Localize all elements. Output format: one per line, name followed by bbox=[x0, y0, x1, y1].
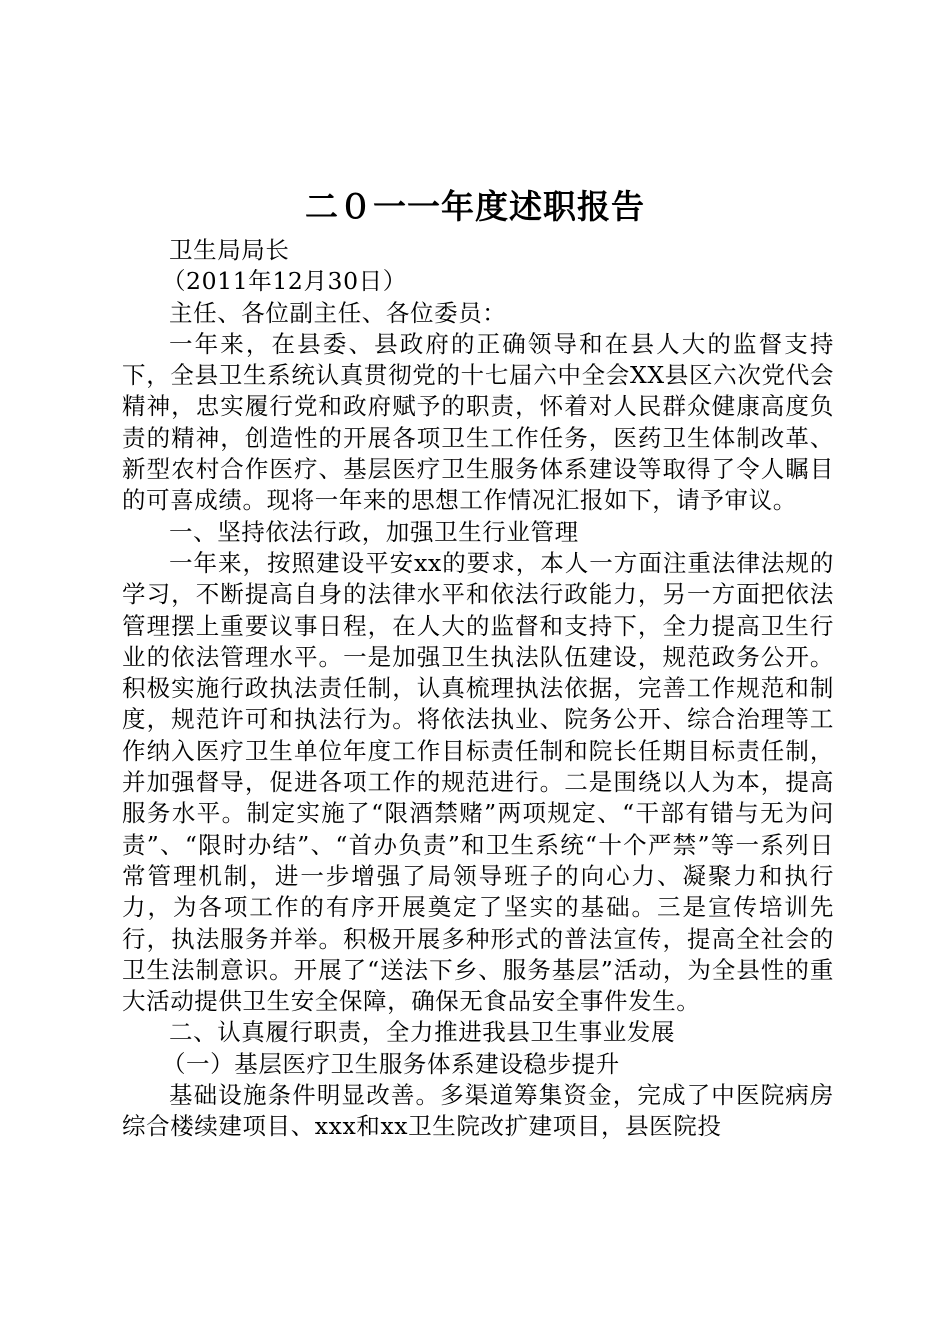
document-body bbox=[122, 235, 834, 1143]
section-heading-2: 二、认真履行职责，全力推进我县卫生事业发展 bbox=[169, 1018, 676, 1047]
date-line: （2011年12月30日） bbox=[161, 267, 407, 296]
document-title: 二０一一年度述职报告 bbox=[305, 187, 645, 226]
salutation: 主任、各位副主任、各位委员： bbox=[169, 298, 507, 327]
subsection-heading: （一）基层医疗卫生服务体系建设稳步提升 bbox=[161, 1049, 620, 1078]
paragraph: 一年来，在县委、县政府的正确领导和在县人大的监督支持下，全县卫生系统认真贯彻党的十七届六中全会XX县区六次党代会精神，忠实履行党和政府赋予的职责，怀着对人民群众健康高度负责的精神，创造性的开展各项卫生工作任务，医药卫生体制改革、新型农村合作医疗、基层医疗卫生服务体系建设等取得了令人瞩目的可喜成绩。现将一年来的思想工作情况汇报如下，请予审议。 bbox=[122, 329, 834, 515]
paragraph: 一年来，按照建设平安xx的要求，本人一方面注重法律法规的学习，不断提高自身的法律水平和依法行政能力，另一方面把依法管理摆上重要议事日程，在人大的监督和支持下，全力提高卫生行业的依法管理水平。一是加强卫生执法队伍建设，规范政务公开。积极实施行政执法责任制，认真梳理执法依据，完善工作规范和制度，规范许可和执法行为。将依法执业、院务公开、综合治理等工作纳入医疗卫生单位年度工作目标责任制和院长任期目标责任制，并加强督导，促进各项工作的规范进行。二是围绕以人为本，提高服务水平。制定实施了“限酒禁赌”两项规定、“干部有错与无为问责”、“限时办结”、“首办负责”和卫生系统“十个严禁”等一系列日常管理机制，进一步增强了局领导班子的向心力、凝聚力和执行力，为各项工作的有序开展奠定了坚实的基础。三是宣传培训先行，执法服务并举。积极开展多种形式的普法宣传，提高全社会的卫生法制意识。开展了“送法下乡、服务基层”活动，为全县性的重大活动提供卫生安全保障，确保无食品安全事件发生。 bbox=[122, 548, 834, 1016]
author-line: 卫生局局长 bbox=[169, 236, 290, 264]
section-heading-1: 一、坚持依法行政，加强卫生行业管理 bbox=[169, 517, 579, 546]
paragraph: 基础设施条件明显改善。多渠道筹集资金，完成了中医院病房综合楼续建项目、xxx和xx卫生院改扩建项目，县医院投 bbox=[122, 1081, 834, 1141]
